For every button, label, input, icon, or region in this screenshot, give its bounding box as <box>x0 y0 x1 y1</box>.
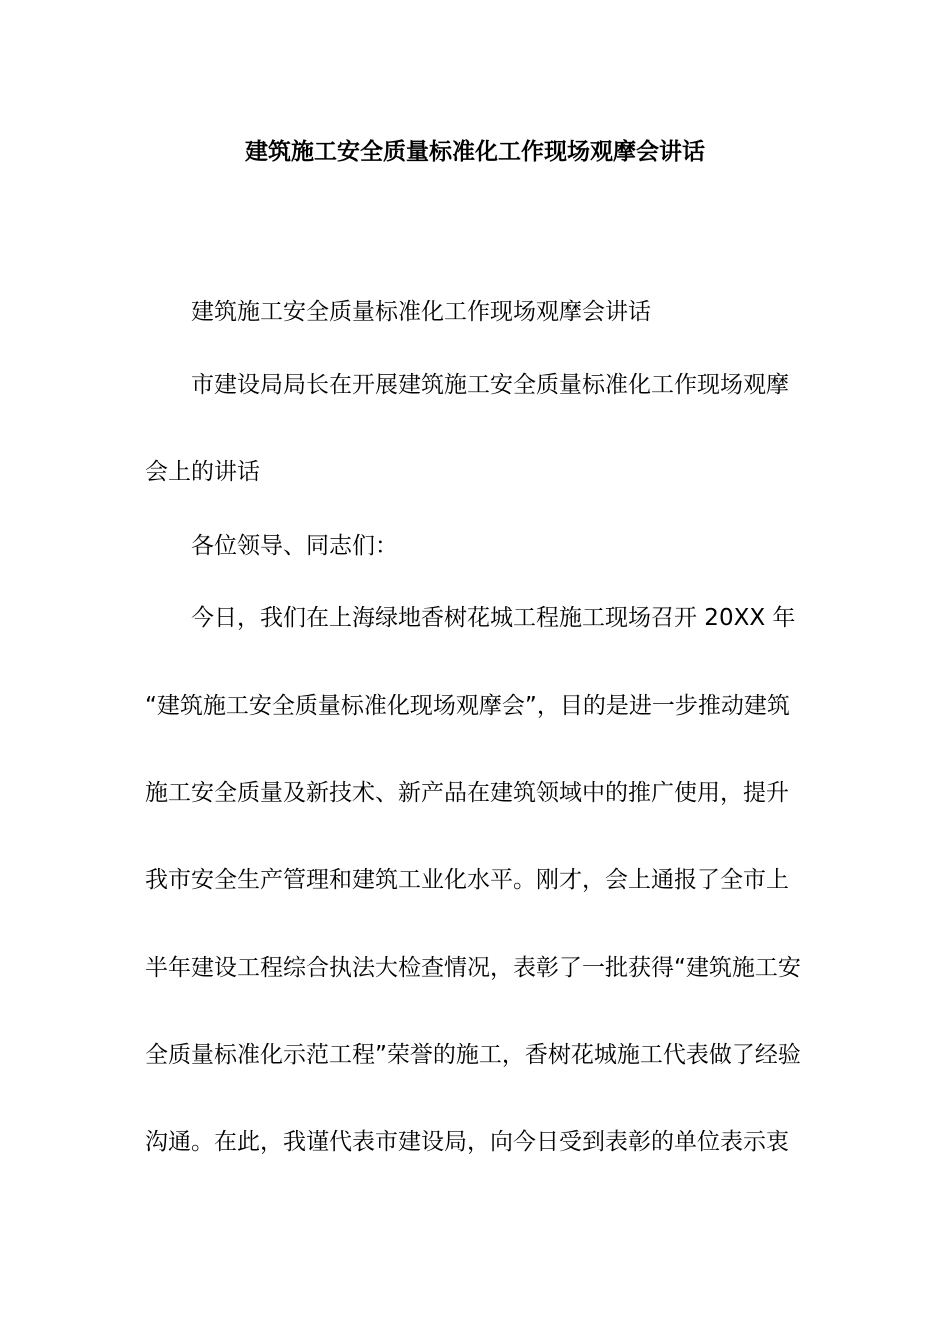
paragraph-line: 施工安全质量及新技术、新产品在建筑领域中的推广使用，提升 <box>145 780 789 806</box>
paragraph-line: 今日，我们在上海绿地香树花城工程施工现场召开 20XX 年 <box>191 605 796 631</box>
paragraph-line: 我市安全生产管理和建筑工业化水平。刚才，会上通报了全市上 <box>145 867 789 893</box>
paragraph-line: 会上的讲话 <box>145 459 260 485</box>
paragraph-line: 全质量标准化示范工程”荣誉的施工，香树花城施工代表做了经验 <box>145 1042 801 1068</box>
paragraph-line: 市建设局局长在开展建筑施工安全质量标准化工作现场观摩 <box>191 372 789 398</box>
document-title: 建筑施工安全质量标准化工作现场观摩会讲话 <box>245 139 705 165</box>
paragraph-line: 各位领导、同志们： <box>191 533 398 559</box>
paragraph-line: “建筑施工安全质量标准化现场观摩会”，目的是进一步推动建筑 <box>145 693 790 719</box>
paragraph-line: 建筑施工安全质量标准化工作现场观摩会讲话 <box>191 299 651 325</box>
paragraph-line: 半年建设工程综合执法大检查情况，表彰了一批获得“建筑施工安 <box>145 955 801 981</box>
paragraph-line: 沟通。在此，我谨代表市建设局，向今日受到表彰的单位表示衷 <box>145 1129 789 1155</box>
